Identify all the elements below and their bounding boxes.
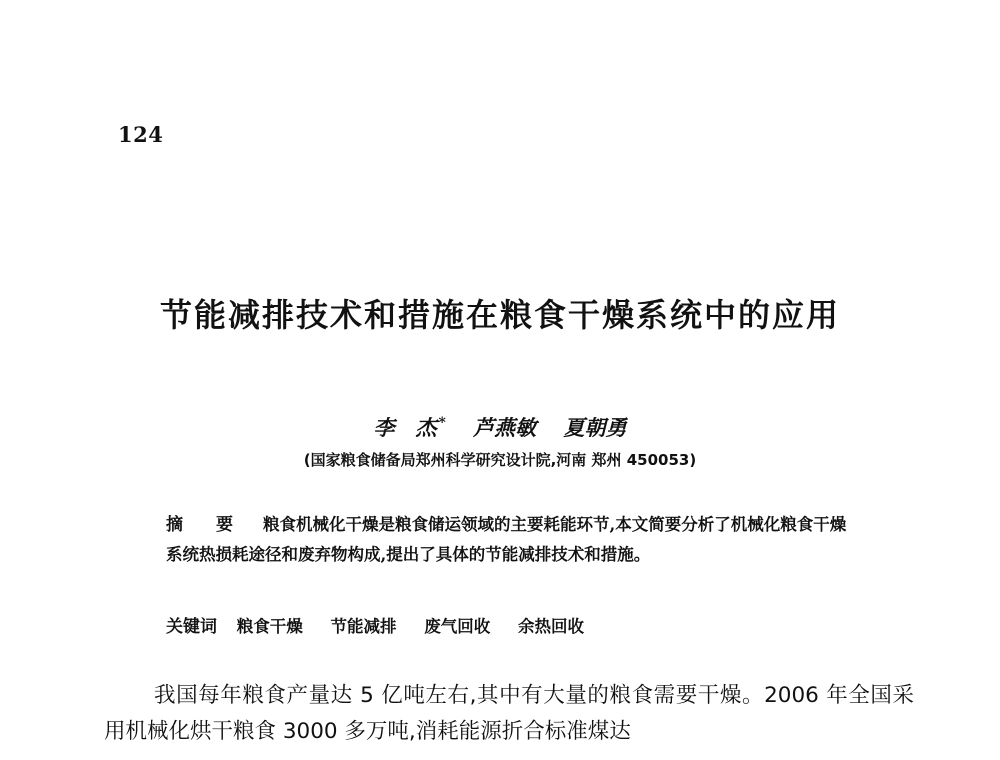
keywords	[166, 612, 856, 637]
paper-title: 节能减排技术和措施在粮食干燥系统中的应用	[159, 296, 840, 334]
body-paragraph: 我国每年粮食产量达 5 亿吨左右,其中有大量的粮食需要干燥。2006 年全国采用机械化烘干粮食 3000 多万吨,消耗能源折合标准煤达	[104, 683, 914, 744]
keyword: 余热回收	[518, 617, 584, 636]
author-name: 李 杰 *	[373, 415, 446, 440]
abstract	[166, 510, 856, 570]
keyword: 废气回收	[424, 617, 491, 636]
abstract-label: 摘 要	[166, 515, 241, 535]
author-affiliation: (国家粮食储备局郑州科学研究设计院,河南 郑州 450053)	[303, 451, 697, 469]
page-number: 124	[118, 122, 164, 147]
abstract-text: 粮食机械化干燥是粮食储运领域的主要耗能环节,本文简要分析了机械化粮食干燥系统热损耗途径和废弃物构成,提出了具体的节能减排技术和措施。	[166, 515, 847, 564]
keyword: 粮食干燥	[236, 617, 303, 636]
keywords-label: 关键词	[166, 617, 217, 637]
author-name: 芦燕敏	[473, 415, 537, 440]
author-name: 夏朝勇	[563, 415, 627, 440]
corresponding-author-mark: *	[438, 415, 446, 431]
keyword: 节能减排	[330, 617, 397, 636]
author-list	[0, 412, 1000, 442]
